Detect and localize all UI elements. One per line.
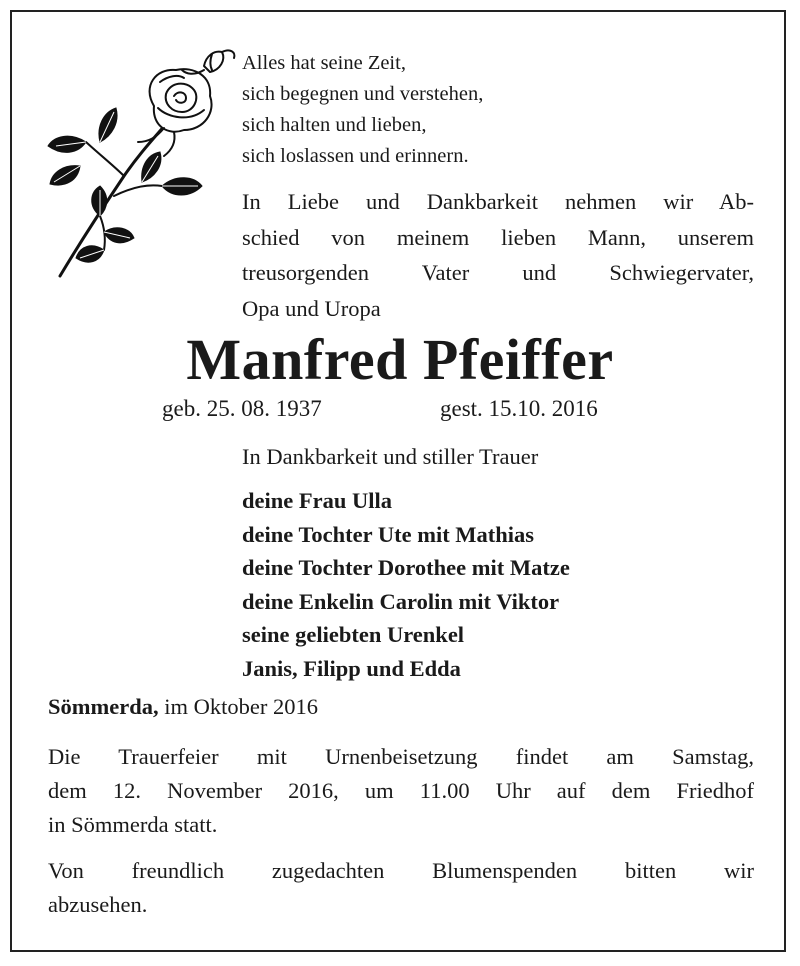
- birth-date: geb. 25. 08. 1937: [162, 396, 322, 421]
- mourner: deine Tochter Dorothee mit Matze: [242, 555, 570, 580]
- place-town: Sömmerda,: [48, 694, 159, 719]
- mourner: deine Tochter Ute mit Mathias: [242, 521, 535, 547]
- farewell-line: treusorgenden Vater und Schwiegervater,: [242, 260, 754, 285]
- farewell-line: schied von meinem lieben Mann, unserem: [242, 224, 754, 250]
- farewell-line: In Liebe und Dankbarkeit nehmen wir Ab-: [242, 189, 754, 214]
- poem-line: sich halten und lieben,: [242, 114, 427, 136]
- poem-line: sich begegnen und verstehen,: [242, 83, 484, 105]
- ceremony-line: in Sömmerda statt.: [48, 812, 218, 837]
- flowers-text: [48, 854, 754, 922]
- mourner: deine Frau Ulla: [242, 488, 392, 513]
- place-date: [48, 694, 318, 720]
- mourners-list: [242, 484, 570, 685]
- place-month: im Oktober 2016: [158, 694, 318, 719]
- ceremony-line: dem 12. November 2016, um 11.00 Uhr auf dem Friedhof: [48, 778, 754, 803]
- death-date: gest. 15.10. 2016: [440, 396, 598, 421]
- poem-line: Alles hat seine Zeit,: [242, 52, 406, 74]
- poem: [242, 48, 483, 172]
- mourning-intro: In Dankbarkeit und stiller Trauer: [242, 444, 539, 469]
- deceased-name: Manfred Pfeiffer: [186, 327, 614, 392]
- ceremony-text: [48, 740, 754, 842]
- mourner: Janis, Filipp und Edda: [242, 655, 461, 681]
- mourner: seine geliebten Urenkel: [242, 622, 465, 647]
- rose-icon: [44, 46, 244, 282]
- ceremony-line: Die Trauerfeier mit Urnenbeisetzung findet am Samstag,: [48, 744, 754, 769]
- mourner: deine Enkelin Carolin mit Viktor: [242, 588, 560, 614]
- poem-line: sich loslassen und erinnern.: [242, 145, 469, 167]
- farewell-text: [242, 184, 754, 326]
- flowers-line: abzusehen.: [48, 892, 148, 917]
- farewell-line: Opa und Uropa: [242, 295, 381, 321]
- flowers-line: Von freundlich zugedachten Blumenspenden bitten wir: [48, 858, 754, 883]
